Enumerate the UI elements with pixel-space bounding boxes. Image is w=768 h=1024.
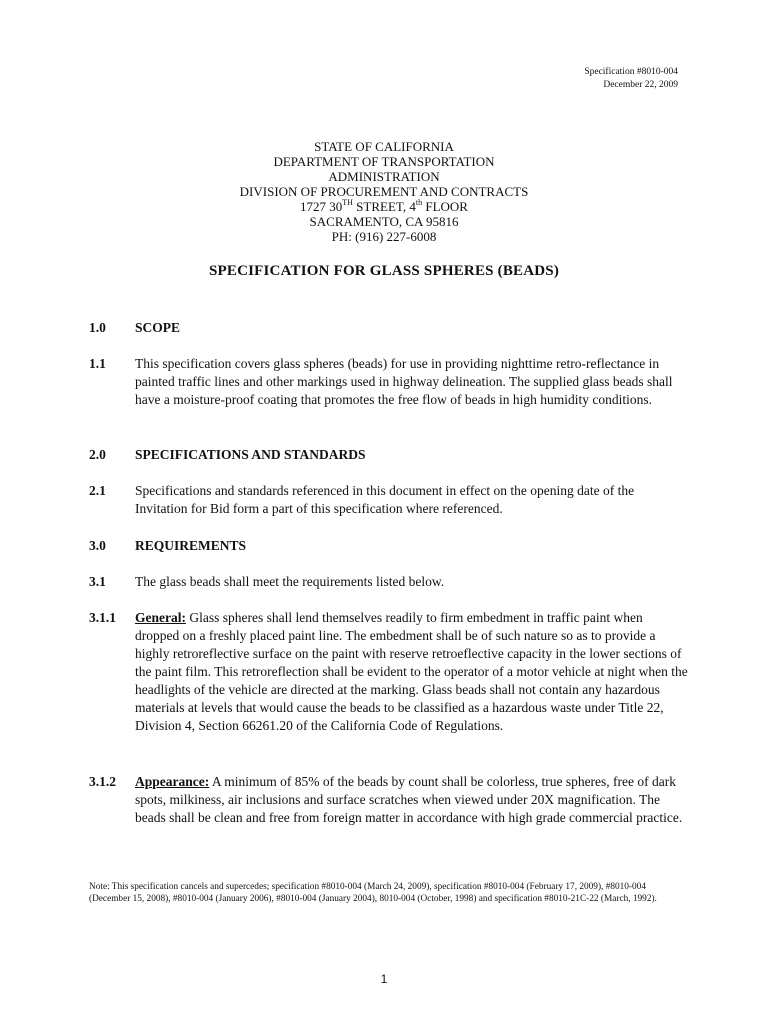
section-1-1 [89,355,689,409]
section-text: A minimum of 85% of the beads by count shall be colorless, true spheres, free of dark spots, milkiness, air inclusions and surface scratches when viewed under 20X magnification. The beads shall be clean and free from foreign matter in accordance with high grade commercial practice. [135,774,683,825]
letterhead [0,139,768,244]
section-number: 3.1 [89,574,106,589]
letterhead-city: SACRAMENTO, CA 95816 [309,214,459,229]
section-3-1-1 [89,609,689,735]
section-text: The glass beads shall meet the requirements listed below. [135,574,445,589]
section-2-1 [89,482,689,518]
section-heading: REQUIREMENTS [135,538,247,553]
section-3-0 [89,537,689,555]
section-number: 2.0 [89,447,106,462]
section-number: 2.1 [89,483,106,498]
letterhead-state: STATE OF CALIFORNIA [314,139,454,154]
letterhead-department: DEPARTMENT OF TRANSPORTATION [273,154,495,169]
section-text: This specification covers glass spheres (beads) for use in providing nighttime retro-reflectance in painted traffic lines and other markings used in highway delineation. The supplied glass beads shall have a moisture-proof coating that promotes the free flow of beads in high humidity conditions. [135,356,673,407]
spec-number: Specification #8010-004 [584,67,678,77]
section-heading: SPECIFICATIONS AND STANDARDS [135,447,366,462]
section-1-0 [89,319,689,337]
letterhead-division: DIVISION OF PROCUREMENT AND CONTRACTS [239,184,529,199]
supersede-note: Note: This specification cancels and supercedes; specification #8010-004 (March 24, 2009), specification #8010-004 (February 17, 2009), #8010-004 (December 15, 2008), #8010-004 (January 2006), #8010-004 (January 2004), 8010-004 (October, 1998) and specification #8010-21C-22 (March, 1992). [89,882,657,905]
section-text: Specifications and standards referenced in this document in effect on the opening date of the Invitation for Bid form a part of this specification where referenced. [135,483,635,516]
page-number: 1 [380,972,388,986]
section-lead: General: [135,610,186,625]
spec-reference [584,66,678,92]
section-3-1-2 [89,773,689,827]
letterhead-administration: ADMINISTRATION [328,169,440,184]
section-number: 3.1.1 [89,610,116,625]
section-number: 1.0 [89,320,106,335]
section-lead: Appearance: [135,774,210,789]
section-heading: SCOPE [135,320,181,335]
letterhead-address: 1727 30TH STREET, 4th FLOOR [300,197,468,214]
section-number: 3.1.2 [89,774,116,789]
section-3-1 [89,573,689,591]
section-text: Glass spheres shall lend themselves readily to firm embedment in traffic paint when dropped on a freshly placed paint line. The embedment shall be of such nature so as to provide a highly retroreflective surface on the paint with reserve retroeflective capacity in the lower sections of the paint film. This retroreflection shall be evident to the operator of a motor vehicle at night when the headlights of the vehicle are directed at the marking. Glass beads shall not contain any hazardous materials at levels that would cause the beads to be classified as a hazardous waste under Title 22, Division 4, Section 66261.20 of the California Code of Regulations. [135,610,688,733]
section-number: 3.0 [89,538,106,553]
section-2-0 [89,446,689,464]
spec-date: December 22, 2009 [603,80,678,90]
section-number: 1.1 [89,356,106,371]
letterhead-phone: PH: (916) 227-6008 [331,229,437,244]
document-title: SPECIFICATION FOR GLASS SPHERES (BEADS) [208,263,560,279]
